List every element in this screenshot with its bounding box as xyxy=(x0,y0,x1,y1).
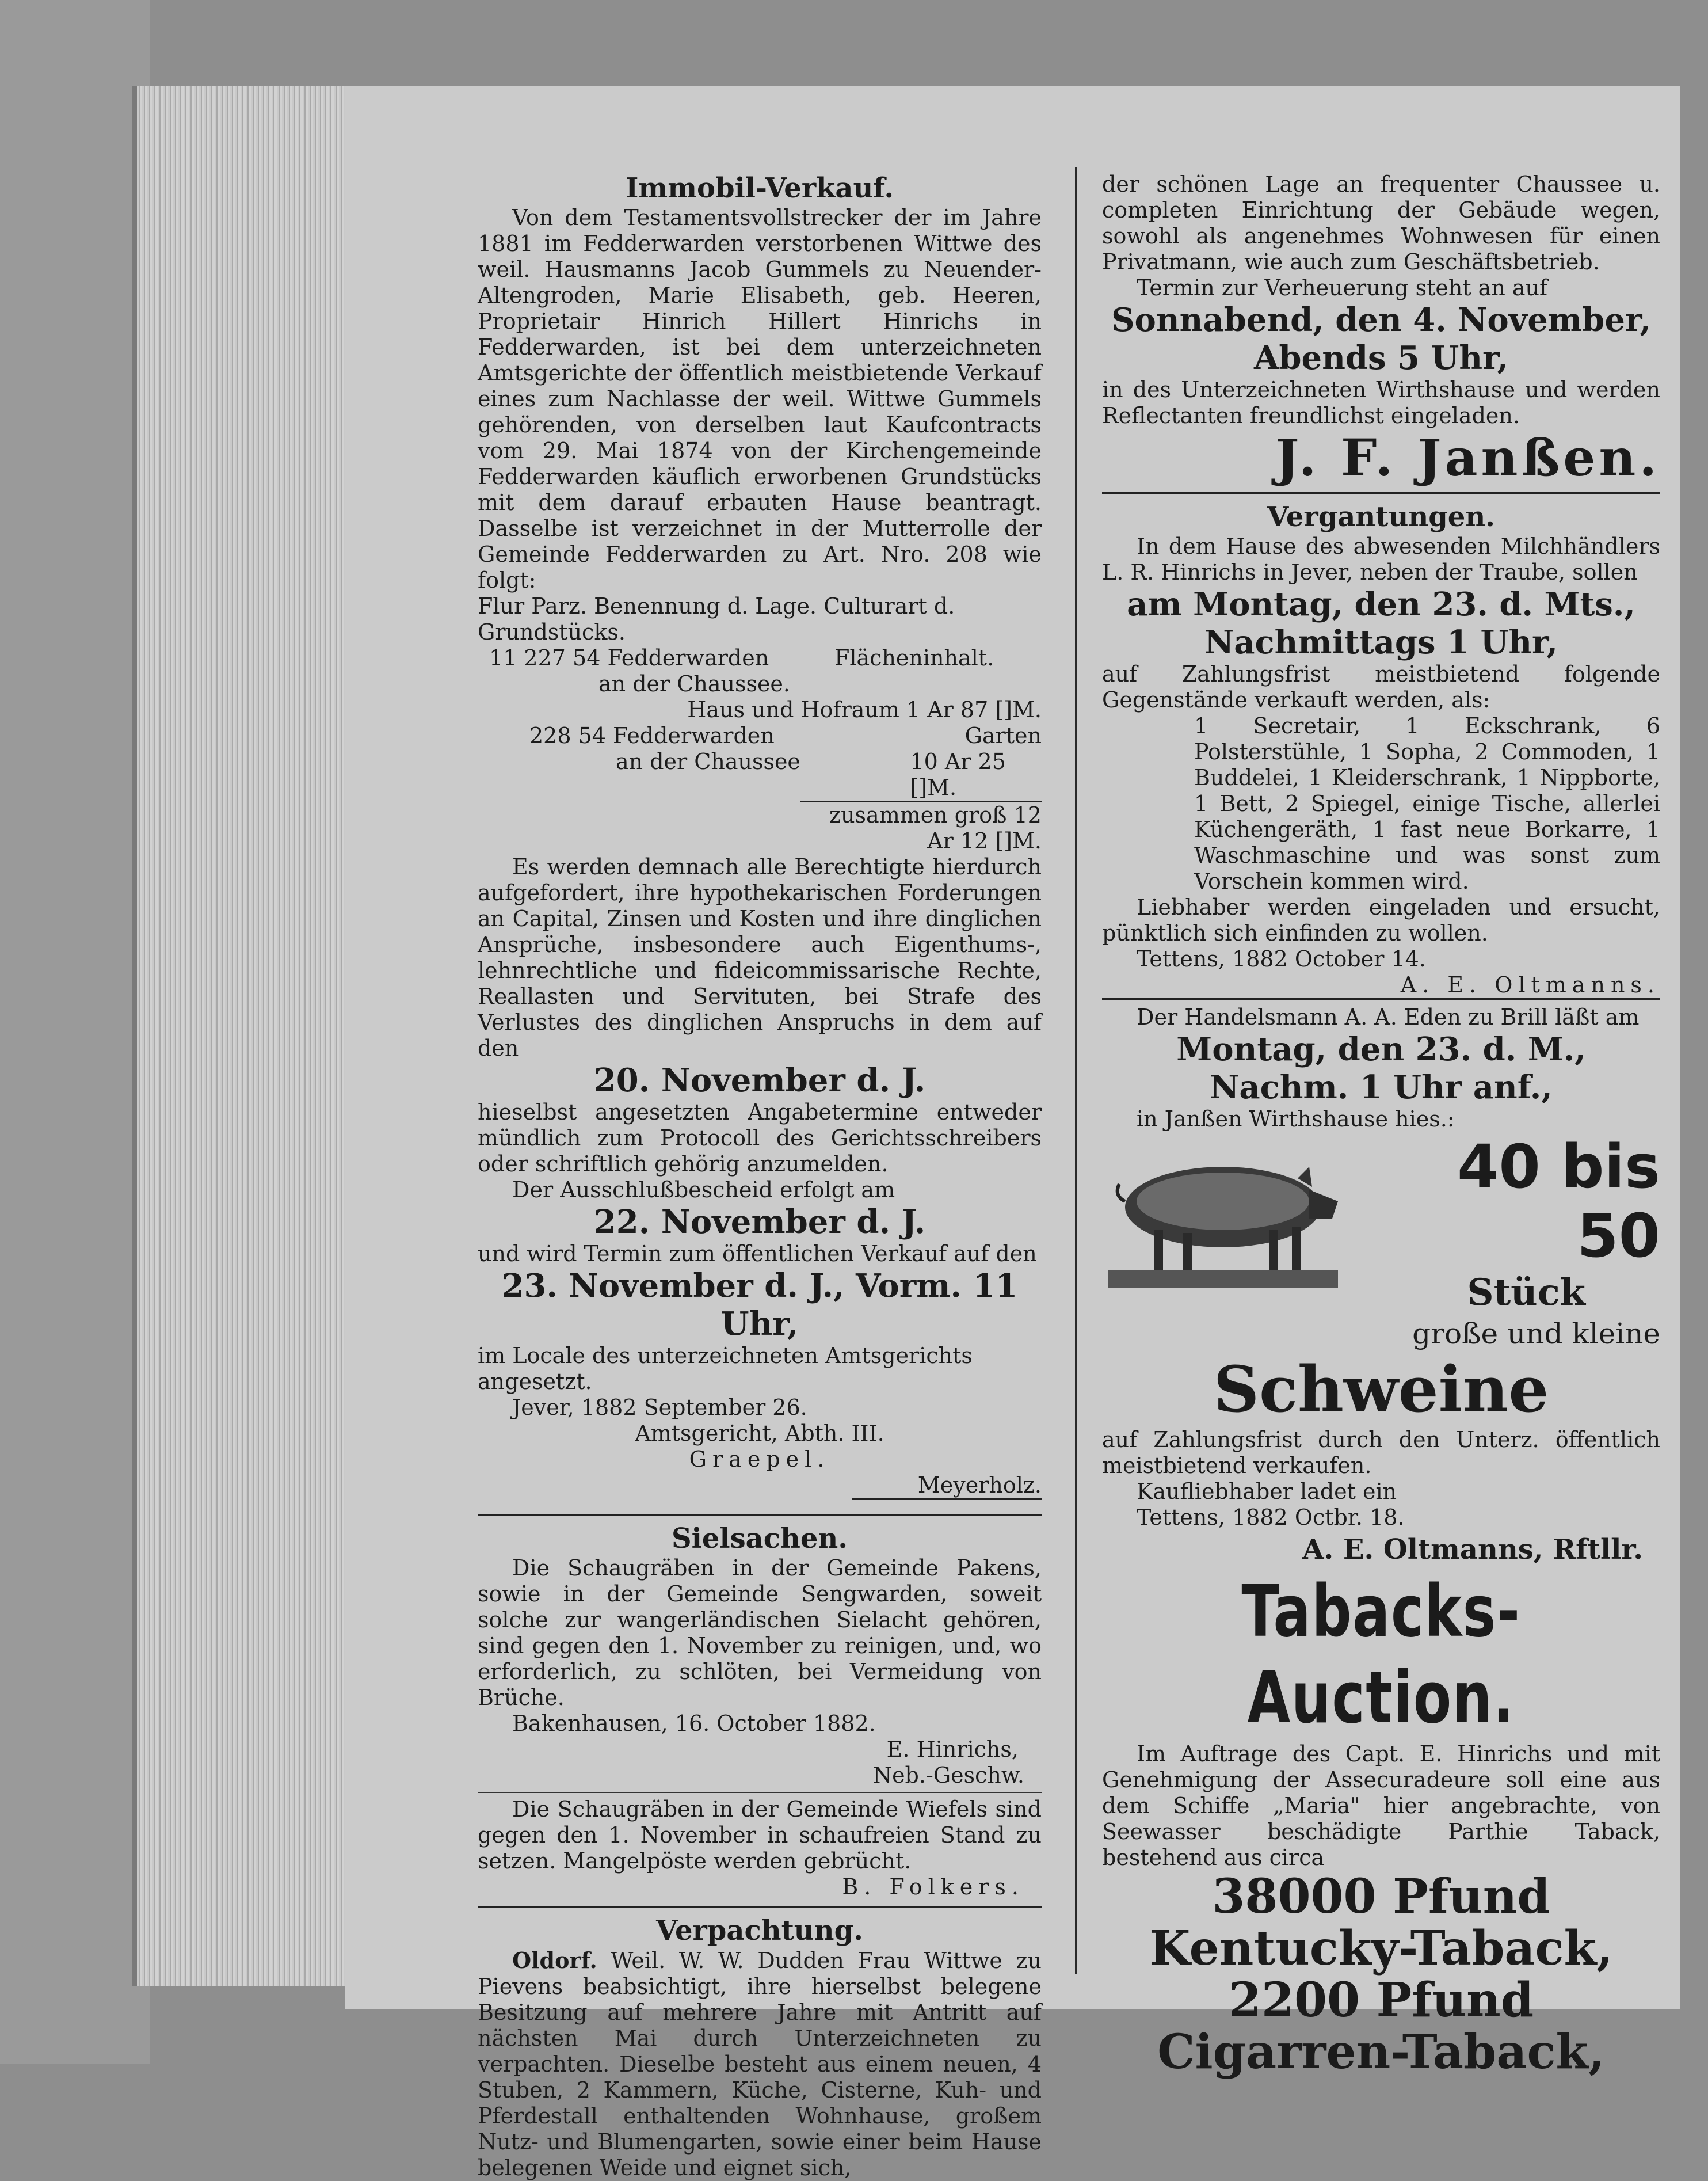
schweine-time: Nachm. 1 Uhr anf., xyxy=(1210,1068,1553,1106)
parcel-total: zusammen groß 12 Ar 12 []M. xyxy=(800,801,1042,854)
vergantungen-heading: Vergantungen. xyxy=(1267,501,1495,533)
section-rule xyxy=(1102,492,1660,494)
parcel-row-1-area-label: Flächeninhalt. xyxy=(834,645,994,671)
janssen-signature: J. F. Janßen. xyxy=(1275,428,1660,488)
vergantungen-signature: A. E. Oltmanns. xyxy=(1102,972,1660,1000)
page-stack-edge xyxy=(132,86,379,1986)
tabacks-line-2: Kentucky-Taback, xyxy=(1149,1921,1613,1976)
date-20-november: 20. November d. J. xyxy=(593,1061,926,1099)
siel-heading: Sielsachen. xyxy=(671,1522,848,1555)
immobil-body-2: Es werden demnach alle Berechtigte hierdurch aufgefordert, ihre hypothekarischen Forderungen an Capital, Zinsen und Kosten und ihre dinglichen Ansprüche, insbesondere auch Eigenthums-, lehnrechtliche und fideicommissarische Rechte, Reallasten und Servituten, bei Strafe des Verlustes des dinglichen Anspruchs in dem auf den xyxy=(478,854,1042,1061)
schweine-block xyxy=(1102,1132,1660,1352)
verpachtung-body xyxy=(478,1947,1042,2181)
cont-time: Abends 5 Uhr, xyxy=(1253,339,1509,377)
tabacks-line-1: 38000 Pfund xyxy=(1212,1869,1550,1924)
tabacks-heading: Tabacks-Auction. xyxy=(1241,1570,1521,1740)
immobil-heading: Immobil-Verkauf. xyxy=(625,172,894,204)
vergantungen-body: In dem Hause des abwesenden Milchhändlers L. R. Hinrichs in Jever, neben der Traube, sollen xyxy=(1102,534,1660,585)
tabacks-line-4: Cigarren-Taback, xyxy=(1157,2024,1605,2080)
vergantungen-items: 1 Secretair, 1 Eckschrank, 6 Polsterstühle, 1 Sopha, 2 Commoden, 1 Buddelei, 1 Kleiderschrank, 1 Nippborte, 1 Bett, 2 Spiegel, einige Tische, allerlei Küchengeräth, 1 fast neue Borkarre, 1 Waschmaschine und was sonst zum Vorschein kommen wird. xyxy=(1194,713,1660,894)
schweine-intro: Der Handelsmann A. A. Eden zu Brill läßt am xyxy=(1137,1004,1640,1030)
column-divider xyxy=(1075,167,1077,1974)
siel-body-2: Die Schaugräben in der Gemeinde Wiefels sind gegen den 1. November in schaufreien Stand zu setzen. Mangelpöste werden gebrücht. xyxy=(478,1796,1042,1874)
parcel-row-3-culture: Garten xyxy=(964,723,1042,748)
parcel-row-4-road: an der Chaussee xyxy=(616,749,800,774)
immobil-body-3: hieselbst angesetzten Angabetermine entweder mündlich zum Protocoll des Gerichtsschreibers oder schriftlich gehörig anzumelden. xyxy=(478,1099,1042,1177)
parcel-table-header: Flur Parz. Benennung d. Lage. Culturart d. Grundstücks. xyxy=(478,593,955,645)
siel-body: Die Schaugräben in der Gemeinde Pakens, sowie in der Gemeinde Sengwarden, soweit solche zur wangerländischen Sielacht gehören, sind gegen den 1. November zu reinigen, und, wo erforderlich, zu schlöten, bei Vermeidung von Brüche. xyxy=(478,1555,1042,1710)
parcel-row-1-road: an der Chaussee. xyxy=(598,671,791,696)
vergantungen-place-date: Tettens, 1882 October 14. xyxy=(1137,946,1426,972)
parcel-row-4-area: 10 Ar 25 []M. xyxy=(910,749,1006,800)
pig-illustration-icon xyxy=(1102,1132,1344,1293)
immobil-body-6: im Locale des unterzeichneten Amtsgerichts angesetzt. xyxy=(478,1343,973,1394)
parcel-row-3 xyxy=(478,723,1042,749)
book-cover xyxy=(0,0,150,2064)
siel-signature-2: Neb.-Geschw. xyxy=(872,1763,1024,1788)
date-22-november: 22. November d. J. xyxy=(593,1203,926,1241)
immobil-body: Von dem Testamentsvollstrecker der im Jahre 1881 im Fedderwarden verstorbenen Wittwe des weil. Hausmanns Jacob Gummels zu Neuender-Altengroden, Marie Elisabeth, geb. Heeren, Proprietair Hinrich Hillert Hinrichs in Fedderwarden, ist bei dem unterzeichneten Amtsgerichte der öffentlich meistbietende Verkauf eines zum Nachlasse der weil. Wittwe Gummels gehörenden, von derselben laut Kaufcontracts vom 29. Mai 1874 von der Kirchengemeinde Fedderwarden käuflich erworbenen Grundstücks mit dem darauf erbauten Hause beantragt. Dasselbe ist verzeichnet in der Mutterrolle der Gemeinde Fedderwarden zu Art. Nro. 208 wie folgt: xyxy=(478,205,1042,593)
date-23-november: 23. November d. J., Vorm. 11 Uhr, xyxy=(501,1267,1018,1343)
schweine-size: große und kleine xyxy=(1412,1317,1660,1350)
verpachtung-text: Weil. W. W. Dudden Frau Wittwe zu Pievens beabsichtigt, ihre hierselbst belegene Besitzung auf mehrere Jahre mit Antritt auf nächsten Mai durch Unterzeichneten zu verpachten. Dieselbe besteht aus einem neuen, 4 Stuben, 2 Kammern, Küche, Cisterne, Kuh- und Pferdestall enthaltenden Wohnhause, großem Nutz- und Blumengarten, sowie einer beim Hause belegenen Weide und eignet sich, xyxy=(478,1948,1042,2180)
parcel-row-1 xyxy=(478,645,1042,671)
verpachtung-lead: Oldorf. xyxy=(512,1947,597,1973)
schweine-count: 40 bis 50 xyxy=(1457,1132,1660,1271)
schweine-title: Schweine xyxy=(1213,1352,1549,1426)
left-column xyxy=(478,172,1042,2181)
vergantungen-body-3: Liebhaber werden eingeladen und ersucht, pünktlich sich einfinden zu wollen. xyxy=(1102,895,1660,946)
cont-termin: Termin zur Verheuerung steht an auf xyxy=(1137,275,1548,300)
schweine-stueck: Stück xyxy=(1467,1271,1585,1314)
court-name: Amtsgericht, Abth. III. xyxy=(635,1421,884,1446)
immobil-place-date: Jever, 1882 September 26. xyxy=(512,1395,807,1420)
parcel-row-3-location: 228 54 Fedderwarden xyxy=(529,723,775,748)
schweine-place-line: in Janßen Wirthshause hies.: xyxy=(1137,1106,1455,1132)
tabacks-body: Im Auftrage des Capt. E. Hinrichs und mit Genehmigung der Assecuradeure soll eine aus dem Schiffe „Maria" hier angebrachte, von Seewasser beschädigte Parthie Taback, bestehend aus circa xyxy=(1102,1741,1660,1870)
vergantungen-time: Nachmittags 1 Uhr, xyxy=(1204,623,1558,661)
siel-signature-3: B. Folkers. xyxy=(842,1874,1024,1900)
cont-body: der schönen Lage an frequenter Chaussee u. completen Einrichtung der Gebäude wegen, sowohl als angenehmes Wohnwesen für einen Privatmann, wie auch zum Geschäftsbetrieb. xyxy=(1102,172,1660,275)
judge-name: Graepel. xyxy=(689,1447,830,1472)
vergantungen-date: am Montag, den 23. d. Mts., xyxy=(1127,585,1635,623)
verpachtung-heading: Verpachtung. xyxy=(656,1914,863,1947)
section-rule xyxy=(478,1514,1042,1516)
cont-date: Sonnabend, den 4. November, xyxy=(1111,301,1651,339)
schweine-invite: Kaufliebhaber ladet ein xyxy=(1137,1479,1397,1504)
vergantungen-body-2: auf Zahlungsfrist meistbietend folgende Gegenstände verkauft werden, als: xyxy=(1102,661,1660,713)
section-rule xyxy=(478,1906,1042,1908)
schweine-date: Montag, den 23. d. M., xyxy=(1176,1030,1586,1068)
schweine-body: auf Zahlungsfrist durch den Unterz. öffentlich meistbietend verkaufen. xyxy=(1102,1427,1660,1478)
schweine-signature: A. E. Oltmanns, Rftllr. xyxy=(1302,1533,1643,1566)
siel-place-date: Bakenhausen, 16. October 1882. xyxy=(512,1711,876,1736)
parcel-row-2: Haus und Hofraum 1 Ar 87 []M. xyxy=(687,697,1042,722)
section-rule-thin xyxy=(478,1792,1042,1793)
clerk-name: Meyerholz. xyxy=(852,1472,1042,1500)
schweine-place-date: Tettens, 1882 Octbr. 18. xyxy=(1137,1505,1405,1530)
immobil-body-4: Der Ausschlußbescheid erfolgt am xyxy=(512,1177,895,1202)
immobil-body-5: und wird Termin zum öffentlichen Verkauf auf den xyxy=(478,1241,1037,1266)
siel-signature-1: E. Hinrichs, xyxy=(886,1737,1019,1762)
right-column xyxy=(1102,172,1660,2078)
tabacks-line-3: 2200 Pfund xyxy=(1228,1973,1534,2028)
parcel-row-1-location: 11 227 54 Fedderwarden xyxy=(489,645,769,671)
parcel-row-4 xyxy=(478,749,1042,801)
cont-body-2: in des Unterzeichneten Wirthshause und werden Reflectanten freundlichst eingeladen. xyxy=(1102,377,1660,428)
